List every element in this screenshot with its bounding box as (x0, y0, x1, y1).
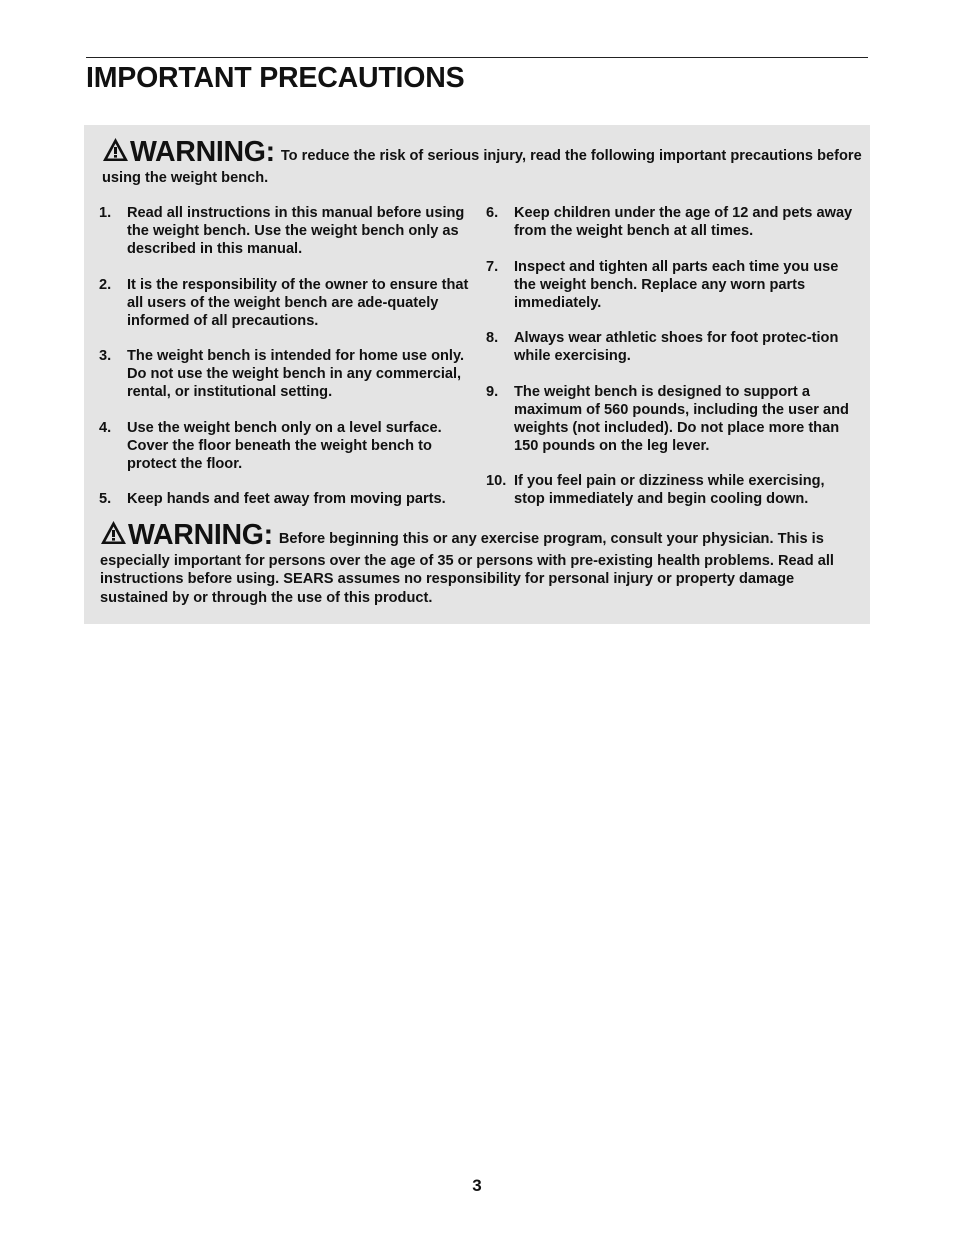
list-item (486, 329, 856, 365)
precaution-list-left (99, 204, 471, 526)
item-text: It is the responsibility of the owner to ensure that all users of the weight bench are ade-quately informed of all precautions. (127, 276, 469, 329)
item-text: Read all instructions in this manual before using the weight bench. Use the weight bench only as described in this manual. (127, 205, 465, 257)
item-number: 10. (486, 473, 507, 489)
item-number: 4. (99, 419, 112, 436)
list-item (486, 383, 856, 455)
list-item (99, 347, 471, 401)
item-number: 9. (486, 383, 499, 400)
item-number: 6. (486, 205, 499, 221)
item-text: Inspect and tighten all parts each time you use the weight bench. Replace any worn parts immediately. (514, 258, 839, 311)
list-item (486, 204, 856, 240)
page-number: 3 (472, 1176, 482, 1195)
warning-text: To reduce the risk of serious injury, read the following important precautions before using the weight bench. (102, 148, 862, 186)
list-item (486, 258, 856, 312)
warning-triangle-icon (100, 520, 127, 545)
warning-triangle-icon (102, 137, 129, 162)
warning-heading: WARNING: (128, 519, 273, 551)
item-text: The weight bench is designed to support a maximum of 560 pounds, including the user and weights (not included). Do not place more than 150 pounds on the leg lever. (514, 383, 849, 454)
item-number: 1. (99, 205, 112, 221)
item-text: The weight bench is intended for home use only. Do not use the weight bench in any commercial, rental, or institutional setting. (127, 348, 465, 400)
warning-text: Before beginning this or any exercise program, consult your physician. This is especially important for persons over the age of 35 or persons with pre-existing health problems. Read all instructions before using. SEARS assumes no responsibility for personal injury or property damage sustained by or through the use of this product. (100, 531, 834, 606)
item-number: 7. (486, 258, 499, 275)
item-number: 5. (99, 491, 112, 507)
list-item (99, 419, 471, 473)
item-text: Keep children under the age of 12 and pets away from the weight bench at all times. (514, 205, 853, 239)
page-title: IMPORTANT PRECAUTIONS (86, 62, 465, 94)
list-item (99, 204, 471, 258)
bottom-warning (100, 518, 862, 607)
top-divider (86, 57, 868, 58)
item-text: Use the weight bench only on a level surface. Cover the floor beneath the weight bench to protect the floor. (127, 419, 442, 472)
warning-panel (84, 125, 870, 624)
warning-heading: WARNING: (130, 136, 275, 168)
item-text: Keep hands and feet away from moving parts. (127, 491, 446, 507)
list-item (99, 276, 471, 330)
item-text: If you feel pain or dizziness while exercising, stop immediately and begin cooling down. (514, 473, 825, 507)
item-text: Always wear athletic shoes for foot protec-tion while exercising. (514, 330, 839, 364)
precaution-list-right (486, 204, 856, 526)
item-number: 8. (486, 330, 499, 346)
list-item (486, 472, 856, 508)
item-number: 2. (99, 276, 112, 293)
top-warning (102, 135, 862, 187)
list-item (99, 490, 471, 508)
item-number: 3. (99, 348, 112, 364)
